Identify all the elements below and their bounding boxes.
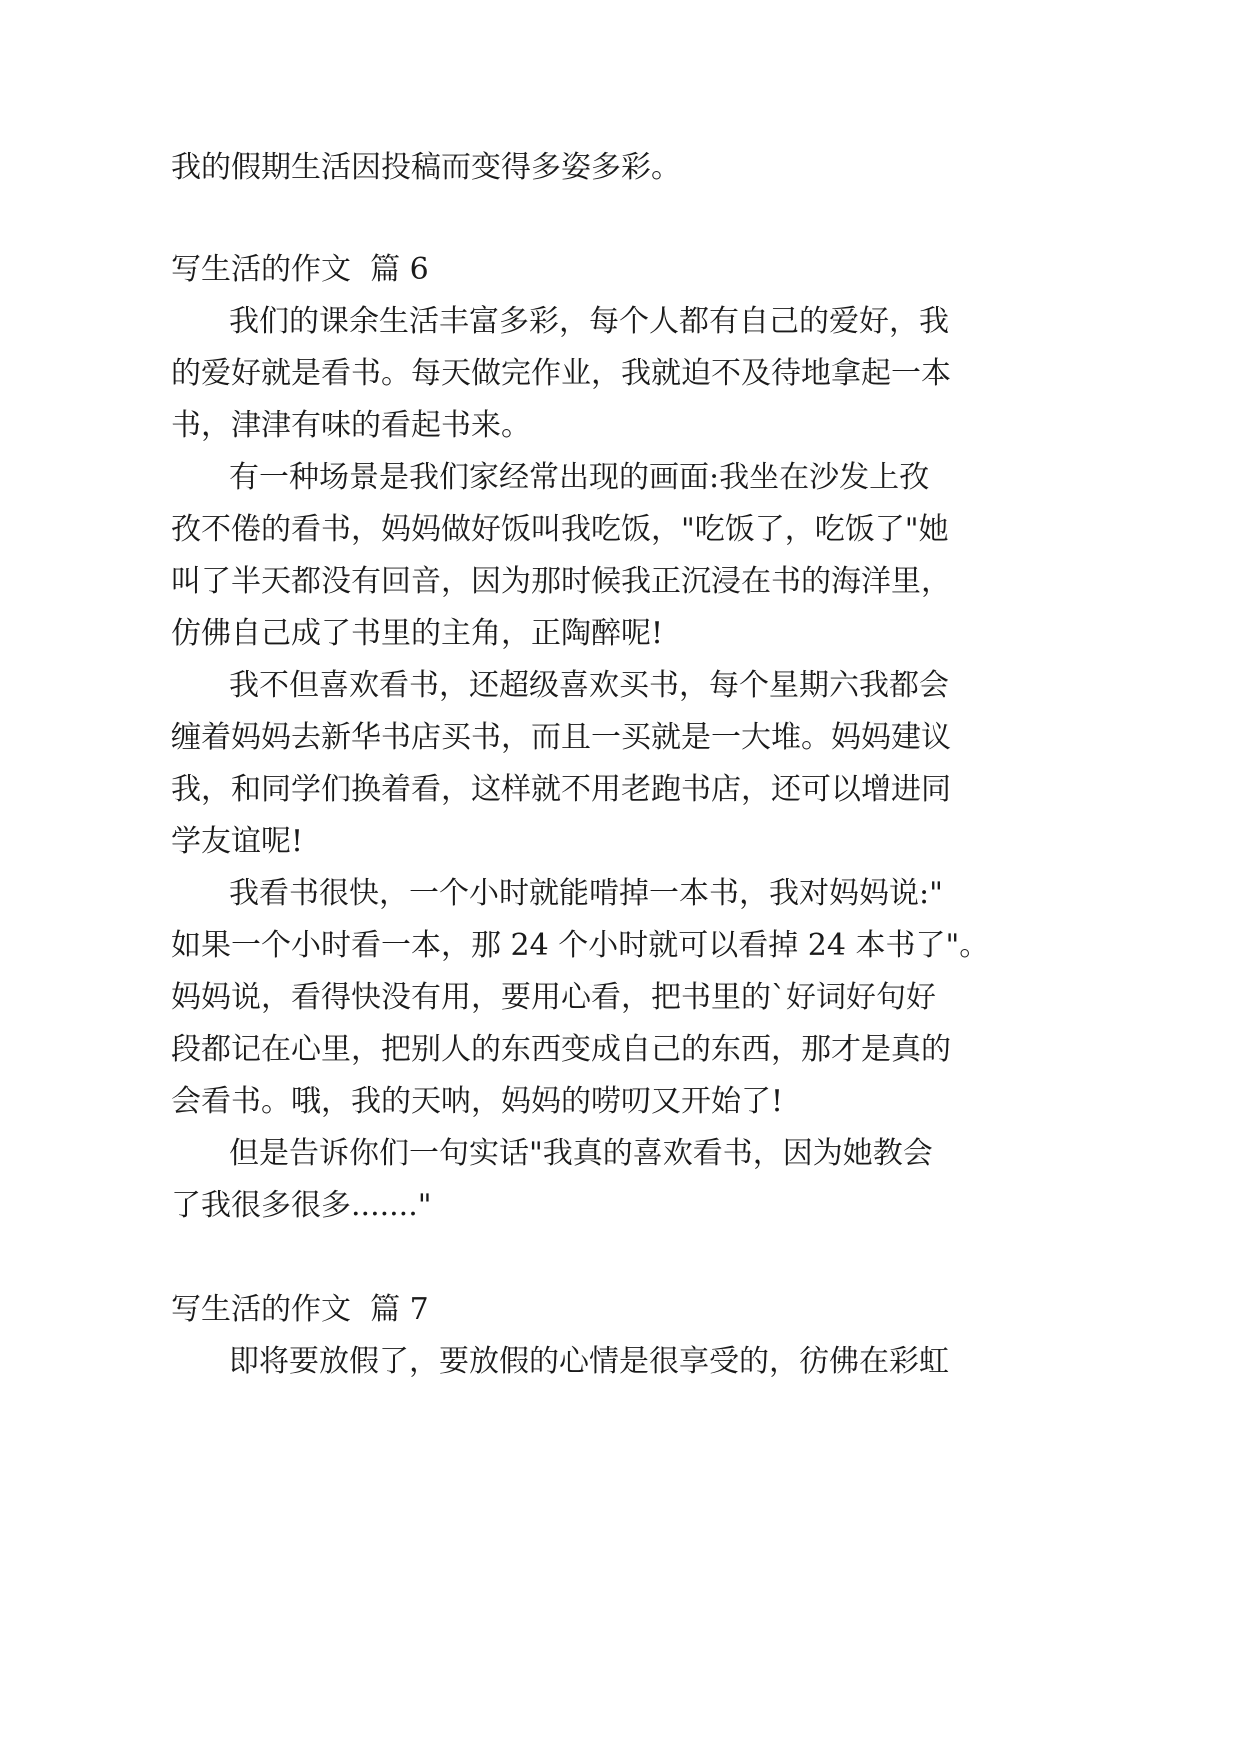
section-7-heading: 写生活的作文 篇 7 <box>171 1292 429 1327</box>
paragraph-line: 我们的课余生活丰富多彩，每个人都有自己的爱好，我 <box>229 304 949 339</box>
paragraph-line: 但是告诉你们一句实话"我真的喜欢看书，因为她教会 <box>229 1136 933 1171</box>
paragraph-line: 即将要放假了，要放假的心情是很享受的，彷佛在彩虹 <box>229 1344 949 1379</box>
paragraph-line: 孜不倦的看书，妈妈做好饭叫我吃饭，"吃饭了，吃饭了"她 <box>171 512 949 547</box>
paragraph-line: 仿佛自己成了书里的主角，正陶醉呢! <box>171 616 664 651</box>
paragraph-line: 我，和同学们换着看，这样就不用老跑书店，还可以增进同 <box>171 772 951 807</box>
paragraph-line: 我不但喜欢看书，还超级喜欢买书，每个星期六我都会 <box>229 668 949 703</box>
paragraph-line: 缠着妈妈去新华书店买书，而且一买就是一大堆。妈妈建议 <box>171 720 951 755</box>
paragraph-line: 学友谊呢! <box>171 824 304 859</box>
paragraph-line: 妈妈说，看得快没有用，要用心看，把书里的`好词好句好 <box>171 980 936 1015</box>
paragraph-line: 了我很多很多......." <box>171 1188 432 1223</box>
paragraph-line: 的爱好就是看书。每天做完作业，我就迫不及待地拿起一本 <box>171 356 951 391</box>
paragraph-line: 我看书很快，一个小时就能啃掉一本书，我对妈妈说:" <box>229 876 943 911</box>
intro-line: 我的假期生活因投稿而变得多姿多彩。 <box>171 150 681 185</box>
paragraph-line: 有一种场景是我们家经常出现的画面:我坐在沙发上孜 <box>229 460 930 495</box>
section-6-heading: 写生活的作文 篇 6 <box>171 252 429 287</box>
paragraph-line: 段都记在心里，把别人的东西变成自己的东西，那才是真的 <box>171 1032 951 1067</box>
paragraph-line: 会看书。哦，我的天呐，妈妈的唠叨又开始了! <box>171 1084 784 1119</box>
paragraph-line: 如果一个小时看一本，那 24 个小时就可以看掉 24 本书了"。 <box>171 928 990 963</box>
paragraph-line: 叫了半天都没有回音，因为那时候我正沉浸在书的海洋里， <box>171 564 951 599</box>
paragraph-line: 书，津津有味的看起书来。 <box>171 408 531 443</box>
